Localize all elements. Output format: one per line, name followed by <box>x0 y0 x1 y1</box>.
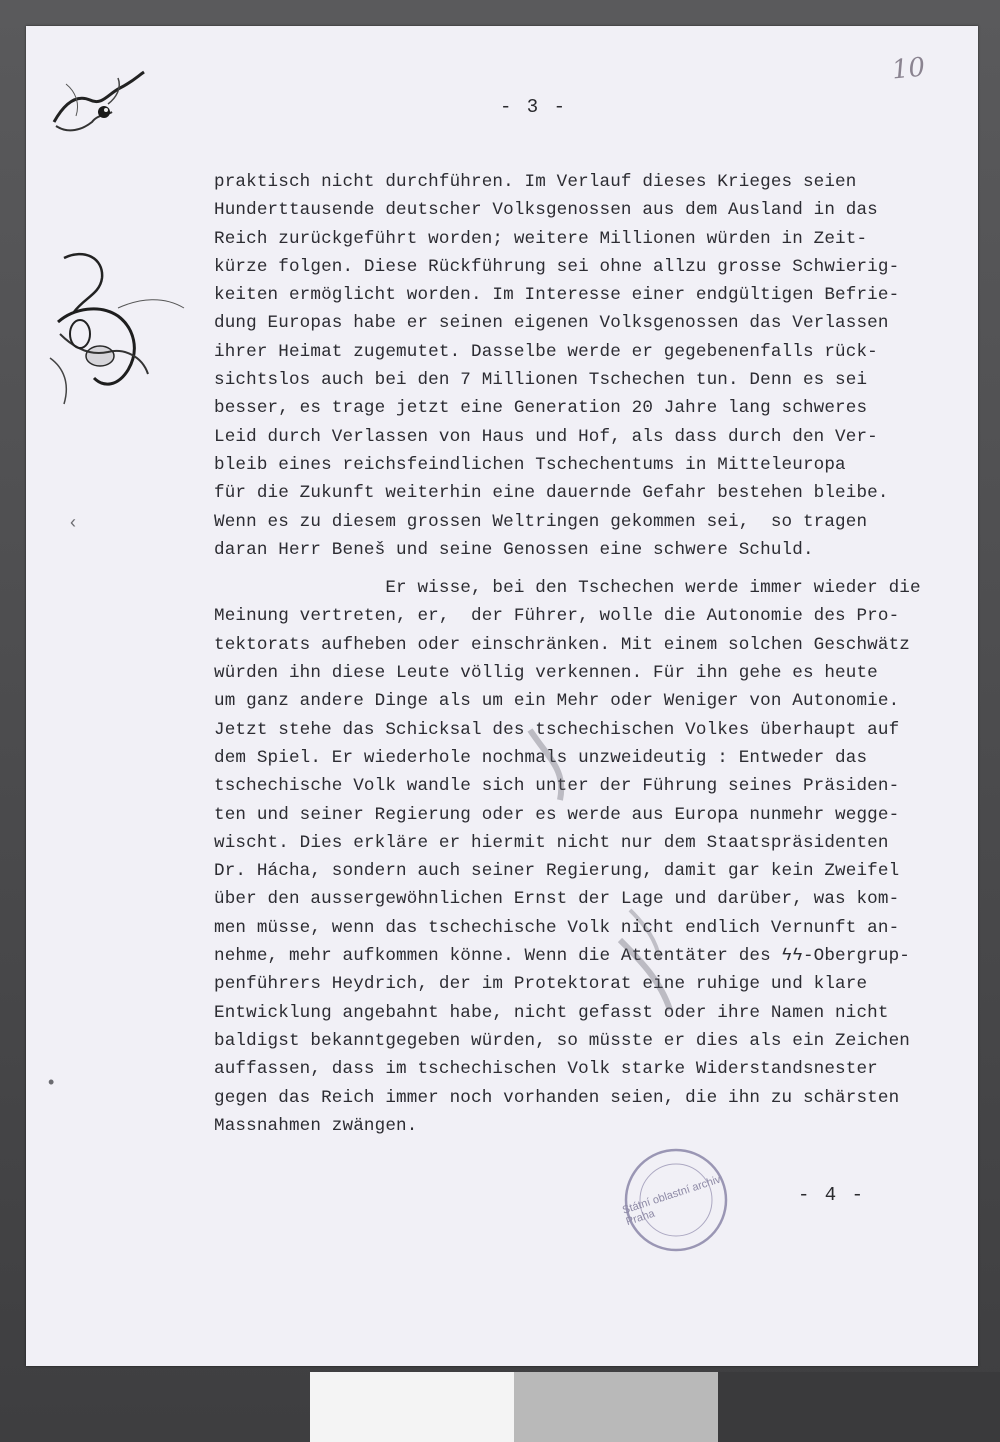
text-line: keiten ermöglicht worden. Im Interesse einer endgültigen Befrie- <box>214 285 900 306</box>
text-line: daran Herr Beneš und seine Genossen eine schwere Schuld. <box>214 539 814 560</box>
calibration-white-patch <box>310 1372 514 1442</box>
text-line: Dr. Hácha, sondern auch seiner Regierung, damit gar kein Zweifel <box>214 861 900 882</box>
text-line: dung Europas habe er seinen eigenen Volksgenossen das Verlassen <box>214 313 889 334</box>
calibration-grey-patch <box>514 1372 718 1442</box>
text-line: ihrer Heimat zugemutet. Dasselbe werde er gegebenenfalls rück- <box>214 341 878 362</box>
scan-calibration-strip <box>0 1372 1000 1442</box>
text-line: für die Zukunft weiterhin eine dauernde Gefahr bestehen bleibe. <box>214 483 889 504</box>
ink-blot-top <box>46 64 156 144</box>
text-line: Leid durch Verlassen von Haus und Hof, als dass durch den Ver- <box>214 426 878 447</box>
paragraph-1 <box>214 168 974 564</box>
text-line: Reich zurückgeführt worden; weitere Millionen würden in Zeit- <box>214 228 868 249</box>
text-line: über den aussergewöhnlichen Ernst der Lage und darüber, was kom- <box>214 889 900 910</box>
text-line: Meinung vertreten, er, der Führer, wolle die Autonomie des Pro- <box>214 606 900 627</box>
stamp-text: Státní oblastní archiv Praha <box>620 1173 723 1229</box>
margin-tick: ‹ <box>70 512 76 532</box>
calibration-dark-patch <box>718 1372 1000 1442</box>
text-line: dem Spiel. Er wiederhole nochmals unzweideutig : Entweder das <box>214 747 868 768</box>
text-line: bleib eines reichsfeindlichen Tschechentums in Mitteleuropa <box>214 454 846 475</box>
ink-blot-middle <box>44 238 194 418</box>
text-line: Er wisse, bei den Tschechen werde immer wieder die <box>214 578 921 599</box>
text-line: baldigst bekanntgegeben würden, so müsste er dies als ein Zeichen <box>214 1030 911 1051</box>
text-line: penführers Heydrich, der im Protektorat eine ruhige und klare <box>214 974 868 995</box>
text-line: ten und seiner Regierung oder es werde aus Europa nunmehr wegge- <box>214 804 900 825</box>
text-line: kürze folgen. Diese Rückführung sei ohne allzu grosse Schwierig- <box>214 256 900 277</box>
text-line: gegen das Reich immer noch vorhanden seien, die ihn zu schärsten <box>214 1087 900 1108</box>
text-line: Wenn es zu diesem grossen Weltringen gekommen sei, so tragen <box>214 511 868 532</box>
faint-stamp-ghost <box>470 690 730 1050</box>
text-line: Massnahmen zwängen. <box>214 1115 418 1136</box>
text-line: um ganz andere Dinge als um ein Mehr oder Weniger von Autonomie. <box>214 691 900 712</box>
next-page-marker: - 4 - <box>798 1184 866 1206</box>
text-line: nehme, mehr aufkommen könne. Wenn die Attentäter des ϟϟ-Obergrup- <box>214 946 911 967</box>
text-line: tschechische Volk wandle sich unter der Führung seines Präsiden- <box>214 776 900 797</box>
text-line: wischt. Dies erkläre er hiermit nicht nur dem Staatspräsidenten <box>214 832 889 853</box>
margin-dot: • <box>48 1072 55 1092</box>
text-line: würden ihn diese Leute völlig verkennen. Für ihn gehe es heute <box>214 663 878 684</box>
text-line: besser, es trage jetzt eine Generation 20 Jahre lang schweres <box>214 398 868 419</box>
text-line: Hunderttausende deutscher Volksgenossen aus dem Ausland in das <box>214 200 878 221</box>
text-line: sichtslos auch bei den 7 Millionen Tschechen tun. Denn es sei <box>214 370 868 391</box>
text-line: men müsse, wenn das tschechische Volk nicht endlich Vernunft an- <box>214 917 900 938</box>
text-line: Jetzt stehe das Schicksal des tschechischen Volkes überhaupt auf <box>214 719 900 740</box>
page-number: - 3 - <box>500 96 568 118</box>
text-line: auffassen, dass im tschechischen Volk starke Widerstandsnester <box>214 1059 878 1080</box>
text-line: Entwicklung angebahnt habe, nicht gefasst oder ihre Namen nicht <box>214 1002 889 1023</box>
folio-number: 10 <box>890 52 927 86</box>
text-line: tektorats aufheben oder einschränken. Mit einem solchen Geschwätz <box>214 634 911 655</box>
archive-stamp <box>622 1146 730 1254</box>
paragraph-gap <box>214 564 974 574</box>
text-line: praktisch nicht durchführen. Im Verlauf dieses Krieges seien <box>214 172 857 192</box>
